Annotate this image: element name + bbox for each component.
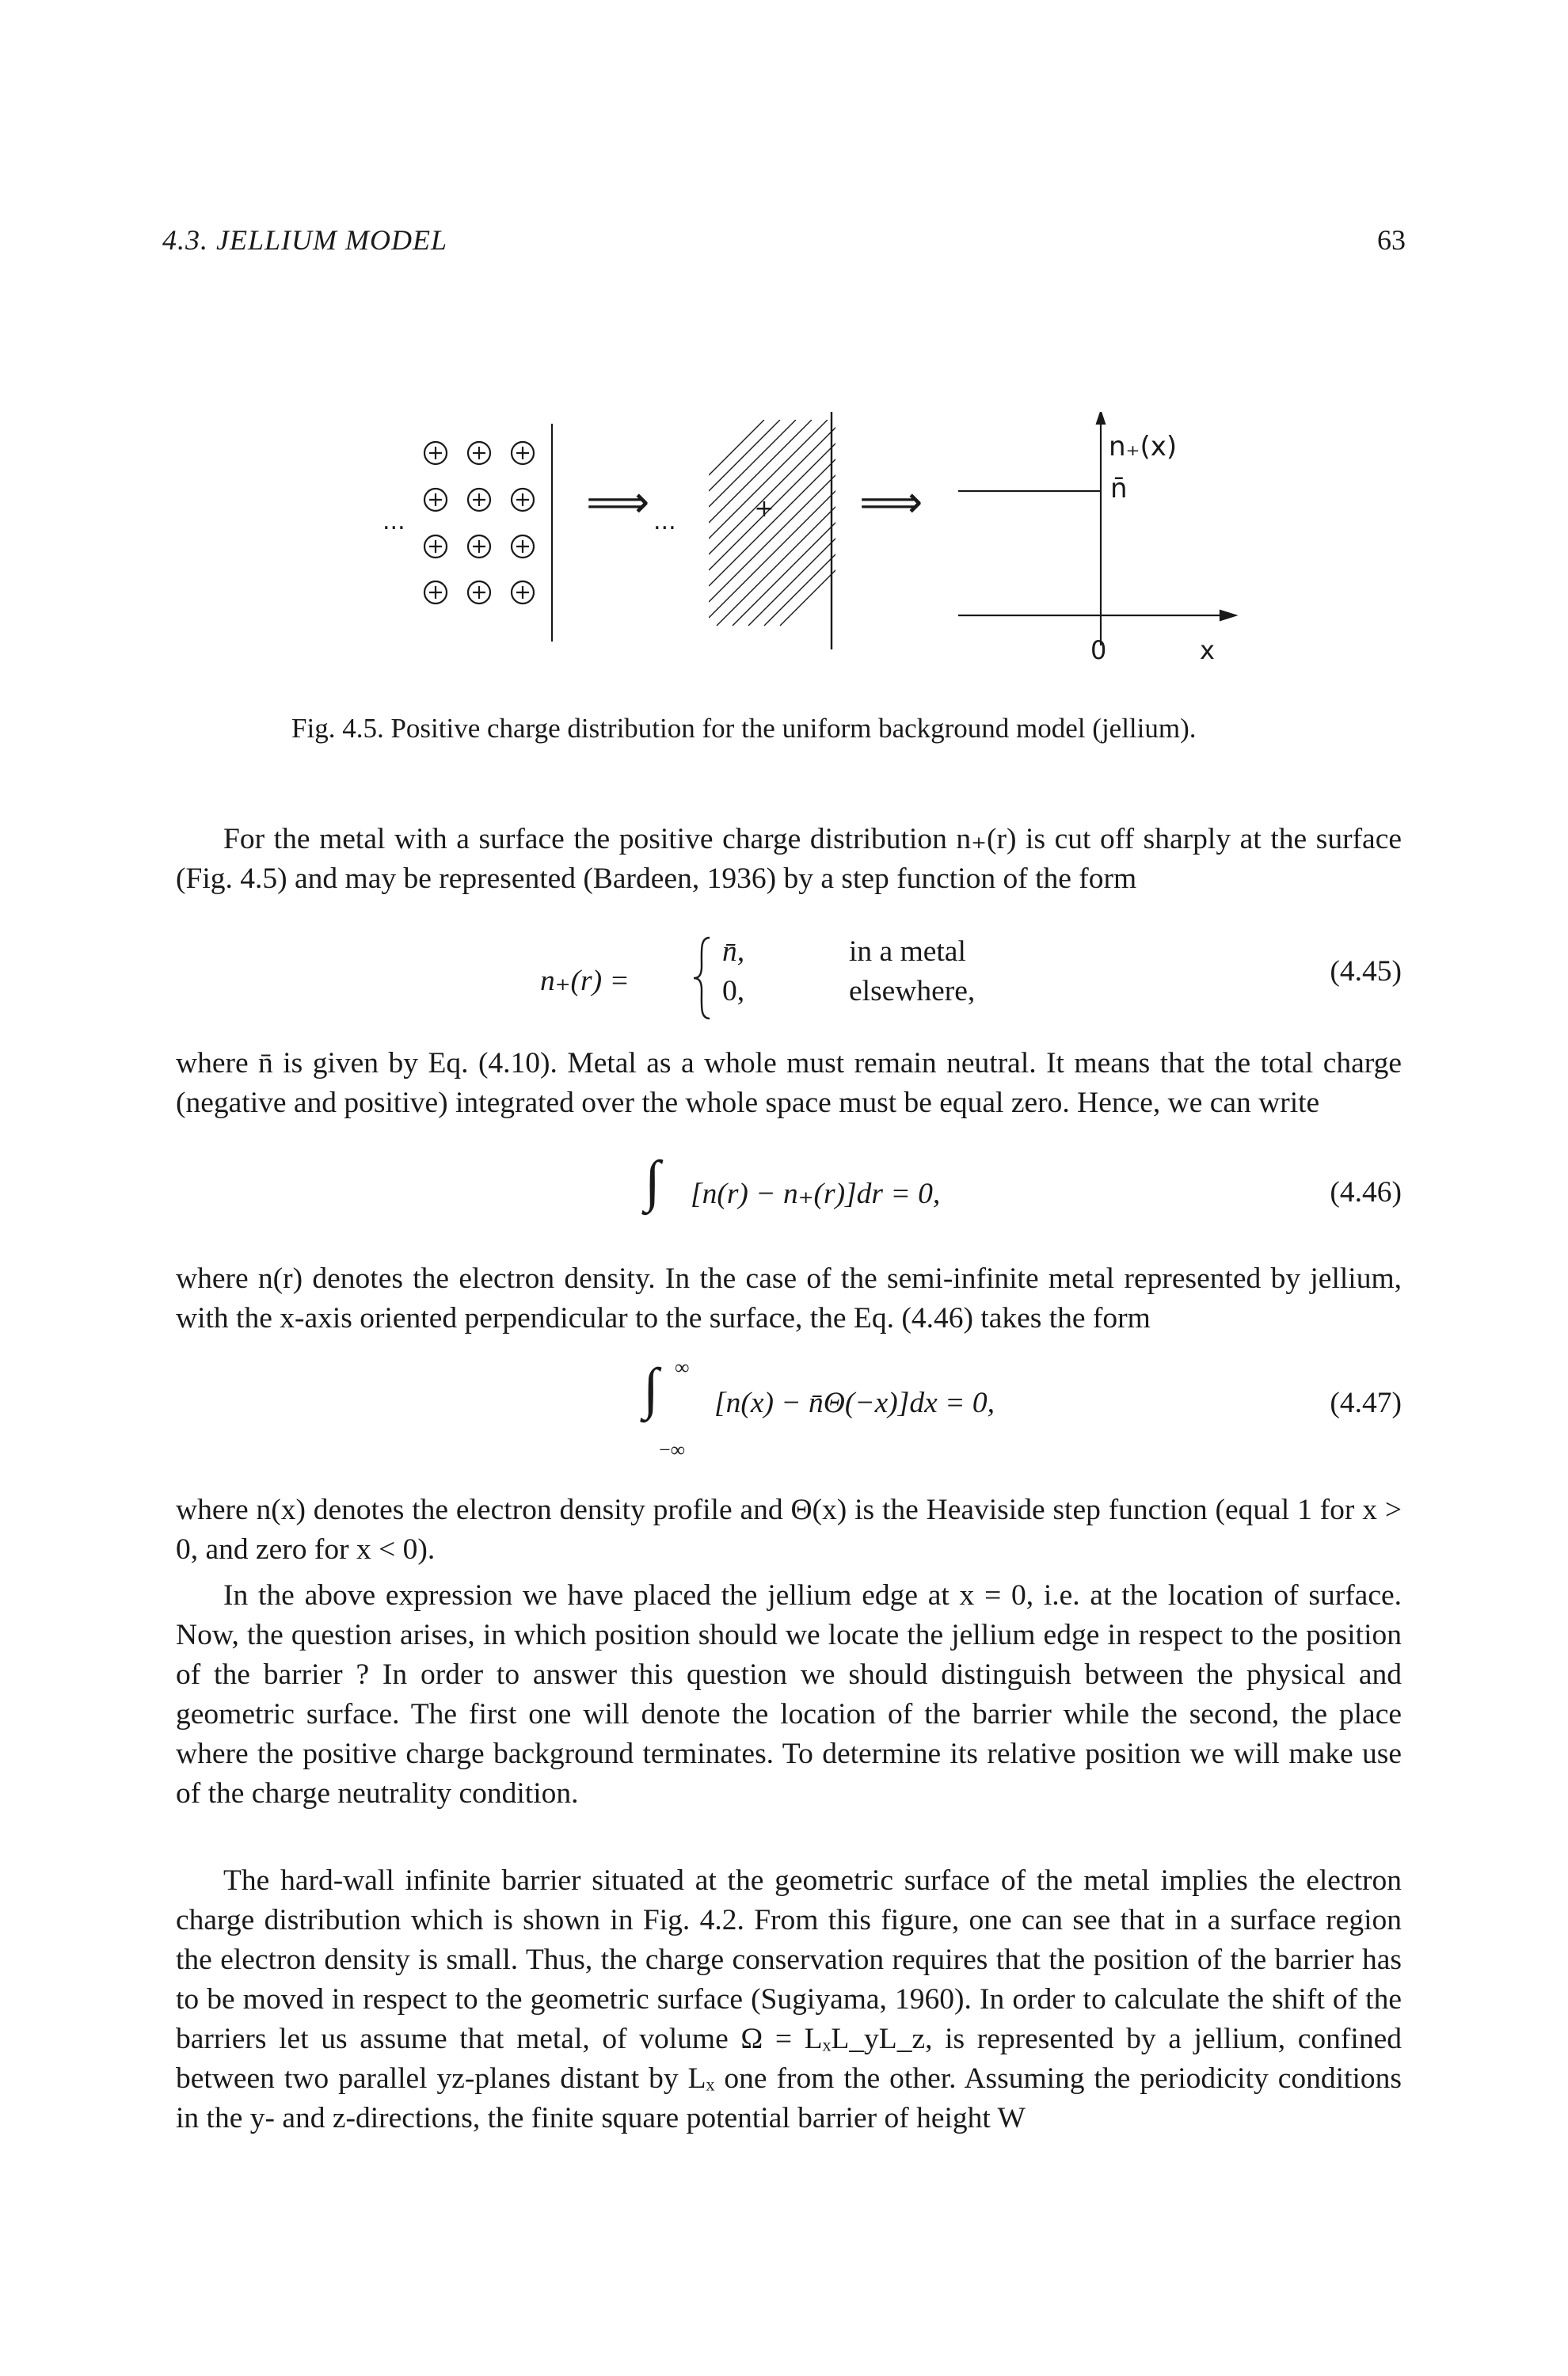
page-number: 63	[1377, 224, 1406, 256]
paragraph-6	[176, 1861, 1402, 2138]
paragraph-5-text: In the above expression we have placed the jellium edge at x = 0, i.e. at the location of surface. Now, the question arises, in which position should we locate the jellium edge in respect to the position of the barrier ? In order to answer this question we should distinguish between the physical and geometric surface. The first one will denote the location of the barrier while the second, the place where the positive charge background terminates. To determine its relative position we will make use of the charge neutrality condition.	[176, 1579, 1402, 1810]
paragraph-3-text: where n(r) denotes the electron density. In the case of the semi-infinite metal represented by jellium, with the x-axis oriented perpendicular to the surface, the Eq. (4.46) takes the form	[176, 1262, 1402, 1335]
page-header	[162, 223, 1406, 271]
eq445-case1-value: n̄,	[722, 935, 745, 968]
eq447-lower-limit: −∞	[659, 1438, 686, 1461]
background-plus: +	[754, 495, 774, 523]
eq445-brace	[691, 935, 714, 1022]
ion-row-4	[424, 581, 534, 604]
eq445-case1-condition: in a metal	[849, 935, 966, 968]
equation-4-45	[176, 931, 1402, 1026]
paragraph-3	[176, 1259, 1402, 1338]
figure-caption: Fig. 4.5. Positive charge distribution for the uniform background model (jellium).	[291, 713, 1197, 744]
graph-y-arrow	[1097, 412, 1105, 424]
eq445-case2-value: 0,	[722, 975, 745, 1007]
arrow-1: ⟹	[586, 477, 650, 528]
paragraph-1	[176, 820, 1402, 899]
eq447-integral: ∫	[643, 1357, 659, 1420]
eq447-upper-limit: ∞	[675, 1356, 690, 1379]
graph-level-label: n̄	[1110, 473, 1128, 505]
paragraph-1-text: For the metal with a surface the positive charge distribution n₊(r) is cut off sharply at the surface (Fig. 4.5) and may be represented (Bardeen, 1936) by a step function of the form	[176, 823, 1402, 895]
step-graph	[958, 412, 1235, 645]
paragraph-2-text: where n̄ is given by Eq. (4.10). Metal as a whole must remain neutral. It means that the total charge (negative and positive) integrated over the whole space must be equal zero. Hence, we can write	[176, 1047, 1402, 1119]
lattice-dots: ...	[382, 508, 405, 535]
equation-4-46	[176, 1149, 1402, 1253]
eq445-lhs: n₊(r) =	[540, 965, 630, 997]
graph-origin-label: 0	[1090, 635, 1107, 665]
paragraph-6-text: The hard-wall infinite barrier situated at the geometric surface of the metal implies the electron charge distribution which is shown in Fig. 4.2. From this figure, one can see that in a surface region the electron density is small. Thus, the charge conservation requires that the position of the barrier has to be moved in respect to the geometric surface (Sugiyama, 1960). In order to calculate the shift of the barriers let us assume that metal, of volume Ω = LₓL_yL_z, is represented by a jellium, confined between two parallel yz-planes distant by Lₓ one from the other. Assuming the periodicity conditions in the y- and z-directions, the finite square potential barrier of height W	[176, 1864, 1402, 2134]
eq446-body: [n(r) − n₊(r)]dr = 0,	[691, 1178, 941, 1210]
ion-row-3	[424, 535, 534, 558]
eq445-case2-condition: elsewhere,	[849, 975, 976, 1007]
figure-diagram	[162, 412, 1406, 681]
paragraph-4	[176, 1491, 1402, 1570]
figure-4-5	[162, 412, 1406, 681]
arrow-2: ⟹	[859, 477, 923, 528]
graph-x-arrow	[1220, 611, 1235, 620]
hatched-background	[709, 420, 986, 626]
ion-row-1	[424, 442, 534, 464]
running-title: 4.3. JELLIUM MODEL	[162, 224, 447, 256]
graph-x-label: x	[1200, 635, 1215, 665]
ion-lattice	[424, 424, 552, 642]
equation-4-47	[176, 1356, 1402, 1461]
paragraph-2	[176, 1044, 1402, 1123]
background-dots: ...	[653, 508, 676, 535]
paragraph-4-text: where n(x) denotes the electron density profile and Θ(x) is the Heaviside step function (equal 1 for x > 0, and zero for x < 0).	[176, 1494, 1402, 1566]
graph-y-label: n₊(x)	[1109, 431, 1178, 463]
eq446-number: (4.46)	[1330, 1176, 1402, 1209]
eq447-body: [n(x) − n̄Θ(−x)]dx = 0,	[714, 1387, 995, 1419]
paragraph-5	[176, 1576, 1402, 1814]
eq445-number: (4.45)	[1330, 955, 1402, 988]
ion-row-2	[424, 489, 534, 511]
eq447-number: (4.47)	[1330, 1387, 1402, 1419]
eq446-integral: ∫	[645, 1149, 660, 1213]
